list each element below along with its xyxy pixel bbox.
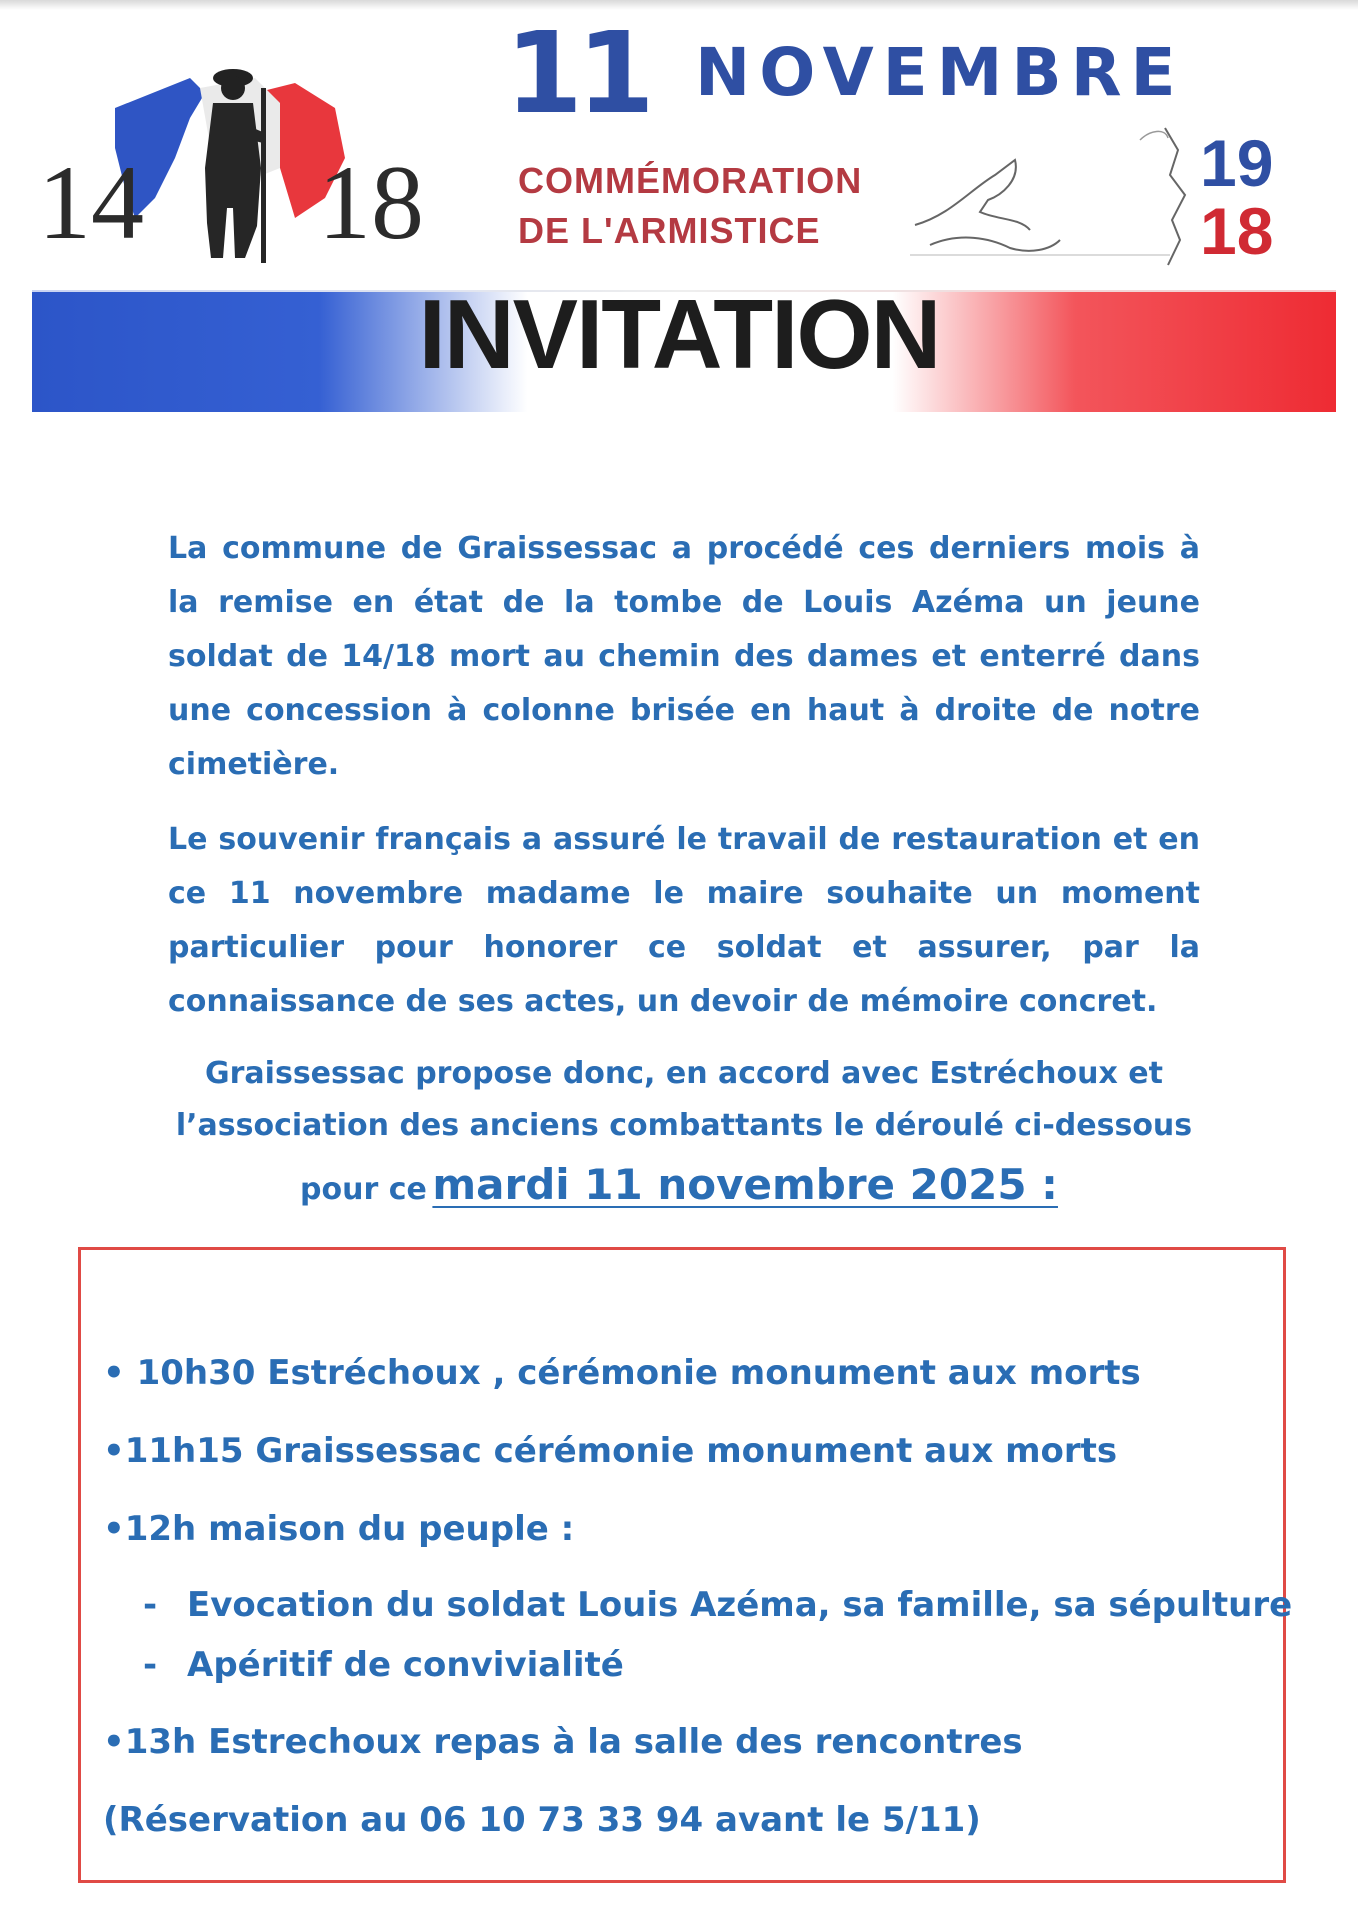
schedule-item: •13h Estrechoux repas à la salle des rencontres: [103, 1722, 1023, 1762]
year-18: 18: [318, 144, 424, 261]
commemoration-line-2: DE L'ARMISTICE: [518, 210, 821, 251]
paragraph-program-intro: [168, 1048, 1200, 1152]
schedule-box: [78, 1247, 1293, 1883]
schedule-sub-item: [143, 1585, 1293, 1625]
header-banner: [0, 0, 1358, 420]
year-14: 14: [38, 144, 144, 261]
sub-item-dash: -: [143, 1585, 158, 1625]
program-intro-line-2: l’association des anciens combattants le déroulé ci-dessous: [175, 1108, 1193, 1143]
year-19: 19: [1200, 126, 1274, 200]
france-map-outline-icon: [910, 120, 1340, 270]
paragraph-souvenir: Le souvenir français a assuré le travail de restauration et en ce 11 novembre madame le maire souhaite un moment particulier pour honorer ce soldat et assurer, par la connaissance de ses actes, un devoir de mémoire concret.: [168, 822, 1200, 1019]
commemoration-line-1: COMMÉMORATION: [518, 160, 863, 201]
schedule-item: •12h maison du peuple :: [103, 1509, 575, 1549]
reservation-note: (Réservation au 06 10 73 33 94 avant le 5/11): [103, 1800, 981, 1840]
date-prefix: pour ce: [300, 1172, 427, 1207]
program-intro-line-1: Graissessac propose donc, en accord avec Estréchoux et: [205, 1056, 1163, 1091]
title-day: 11: [505, 9, 649, 139]
event-date: mardi 11 novembre 2025 :: [432, 1160, 1058, 1209]
sub-item-label: Apéritif de convivialité: [187, 1645, 624, 1685]
sub-item-dash: -: [143, 1645, 158, 1685]
event-date-line: [0, 1160, 1358, 1209]
year-18-right: 18: [1200, 194, 1274, 268]
title-month: NOVEMBRE: [695, 34, 1185, 111]
schedule-sub-item: [143, 1645, 624, 1685]
commemoration-subtitle: [518, 156, 862, 256]
paragraph-restoration: La commune de Graissessac a procédé ces derniers mois à la remise en état de la tombe de Louis Azéma un jeune soldat de 14/18 mort au chemin des dames et enterré dans une concession à colonne brisée en haut à droite de notre cimetière.: [168, 531, 1200, 782]
sub-item-label: Evocation du soldat Louis Azéma, sa famille, sa sépulture: [187, 1585, 1293, 1625]
invitation-heading: INVITATION: [418, 279, 940, 389]
schedule-item: • 10h30 Estréchoux , cérémonie monument aux morts: [103, 1353, 1141, 1393]
schedule-item: •11h15 Graissessac cérémonie monument aux morts: [103, 1431, 1118, 1471]
